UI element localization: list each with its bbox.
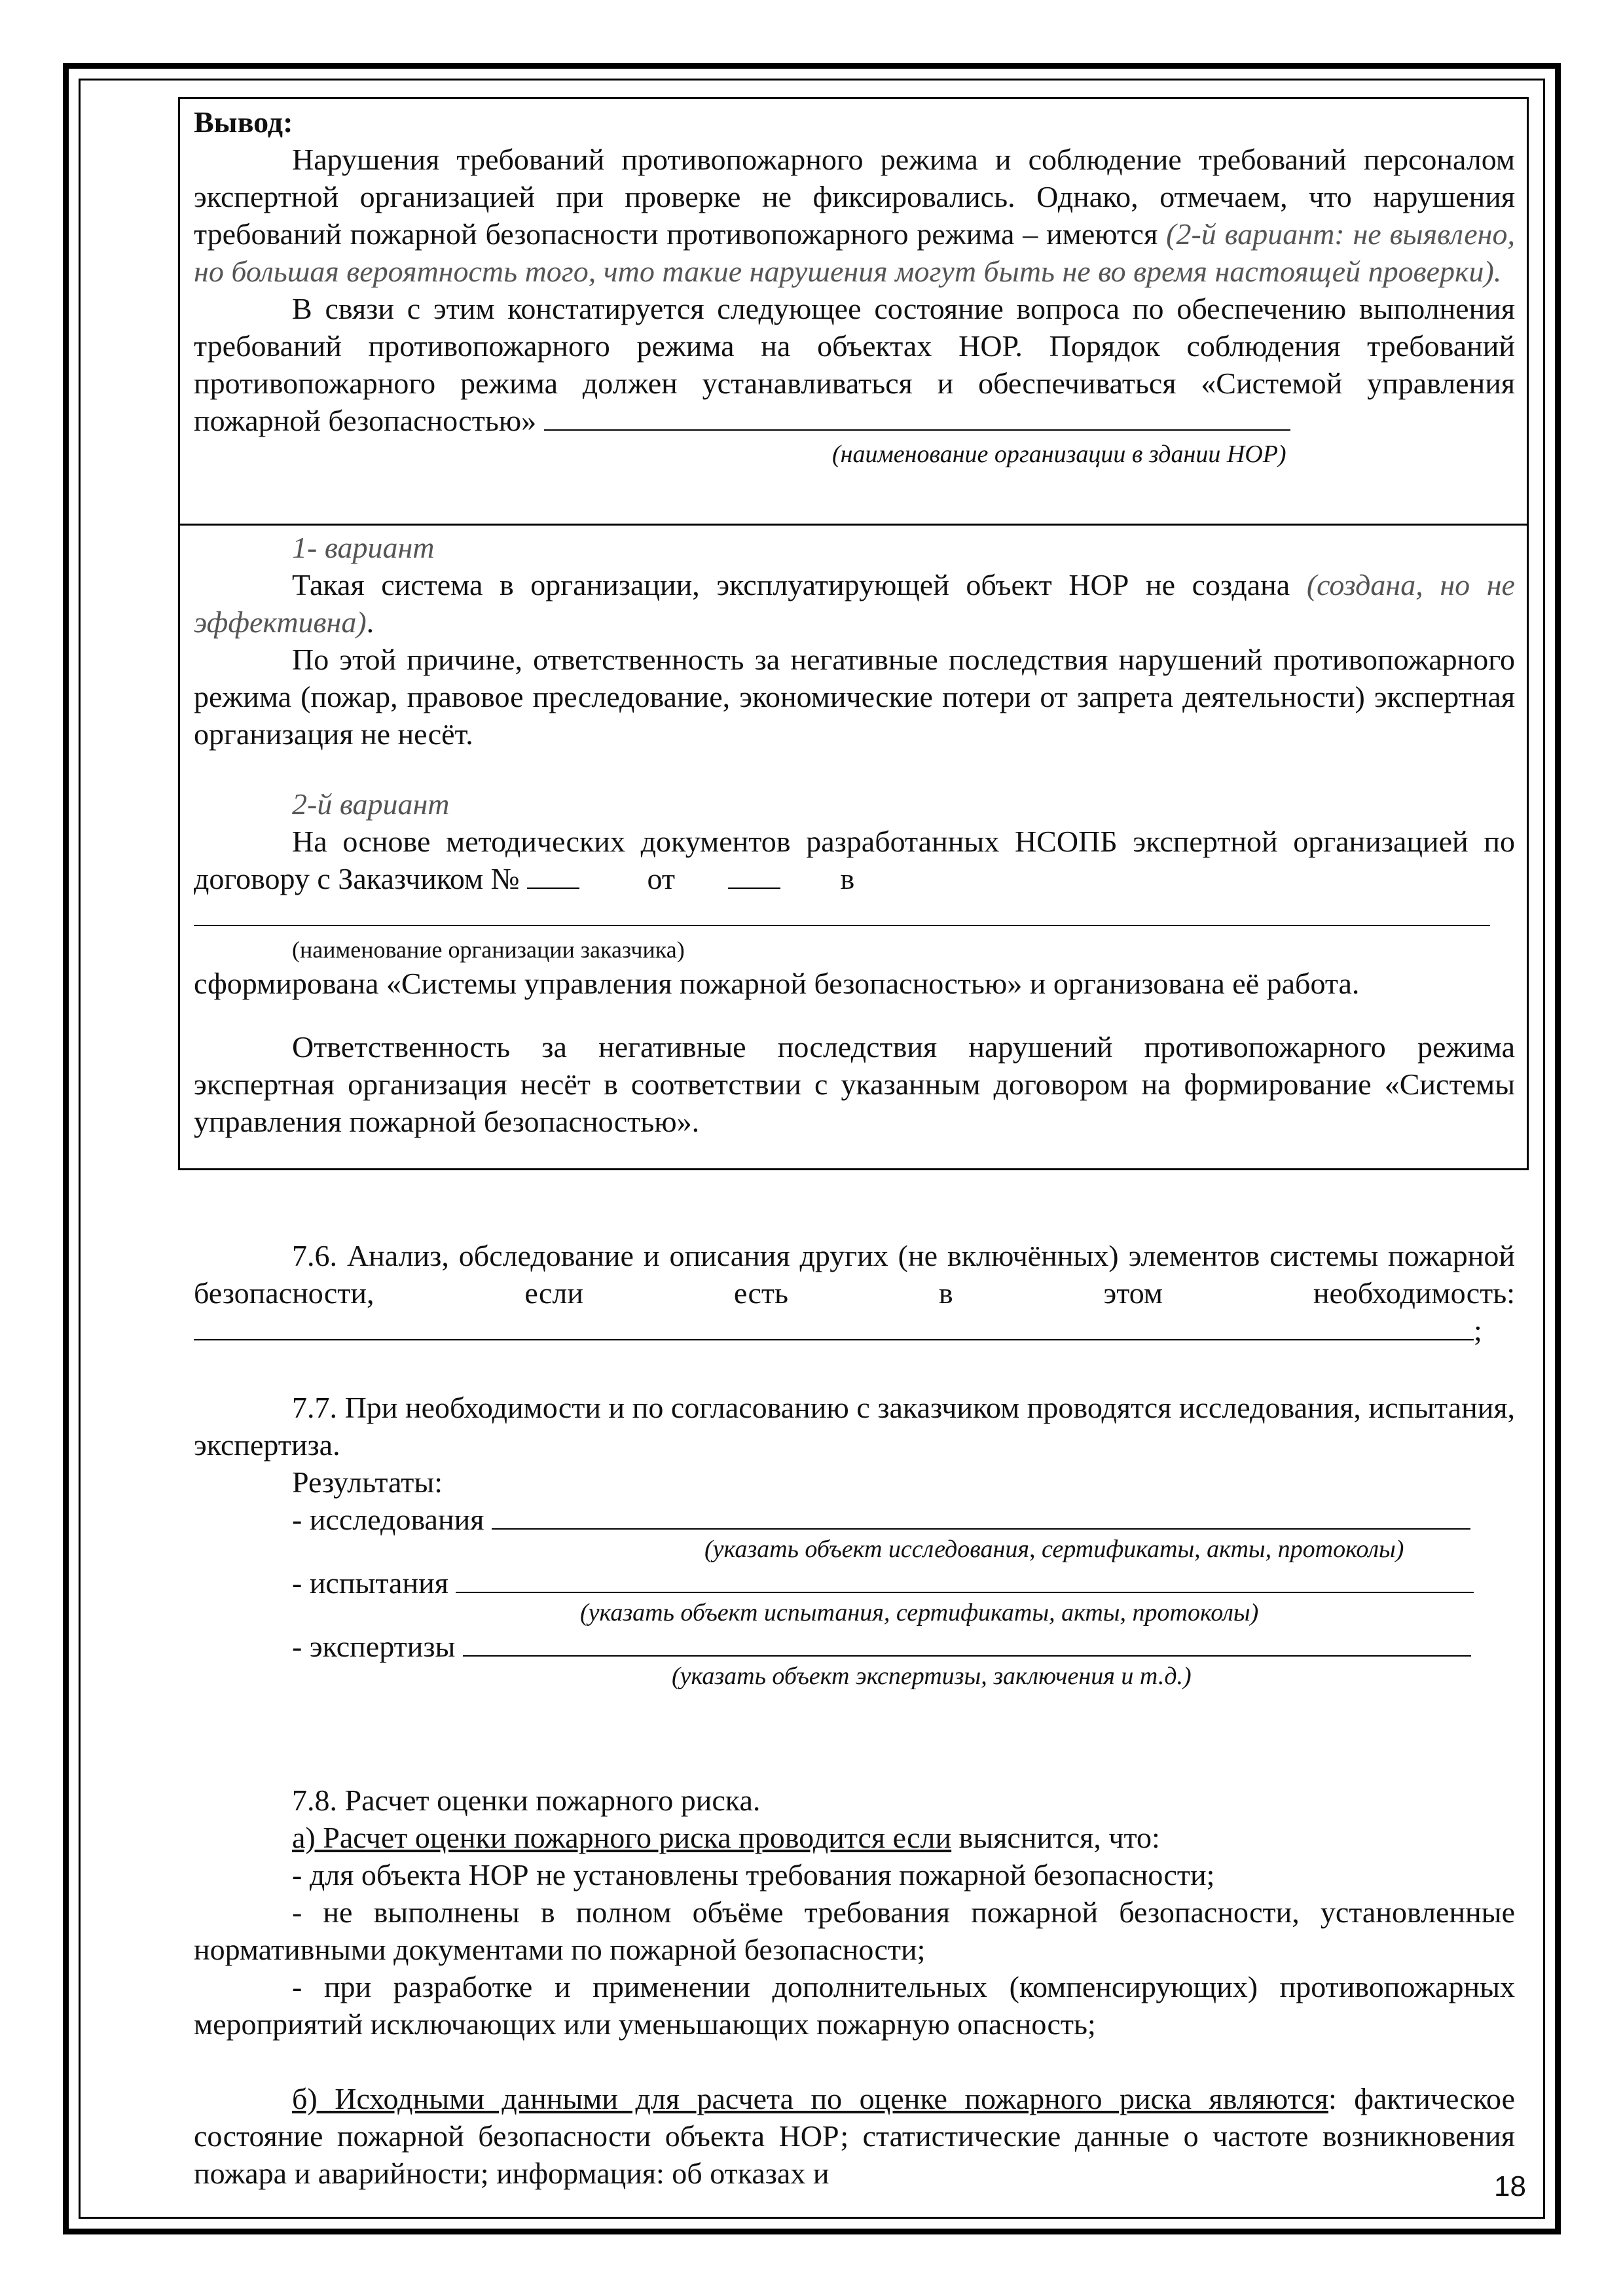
contract-date-blank xyxy=(728,861,780,889)
variant-1-paragraph-2: По этой причине, ответственность за негативные последствия нарушений противопожарного режима (пожар, правовое преследование, экономические потери от запрета деятельности) экспертная организация не несёт. xyxy=(194,643,1515,751)
page-number: 18 xyxy=(1494,2170,1526,2202)
results-label: Результаты: xyxy=(292,1465,443,1499)
section-7-8-a xyxy=(194,1819,1515,1856)
section-7-8-title: 7.8. Расчет оценки пожарного риска. xyxy=(292,1784,761,1817)
variant-2-title: 2-й вариант xyxy=(292,787,450,821)
section-7-8-b-underlined: б) Исходными данными для расчета по оценке пожарного риска являются xyxy=(292,2082,1328,2115)
variant-2-paragraph-1-end: сформирована «Системы управления пожарной безопасностью» и организована её работа. xyxy=(194,967,1360,1000)
section-7-8-a-rest: выяснится, что: xyxy=(951,1821,1160,1854)
tests-blank xyxy=(456,1566,1474,1593)
contract-from-label: от xyxy=(647,862,676,895)
variant-1-p1-text: Такая система в организации, эксплуатирующей объект НОР не создана xyxy=(292,568,1307,601)
research-caption: (указать объект исследования, сертификаты, акты, протоколы) xyxy=(704,1535,1404,1563)
conclusion-section xyxy=(194,103,1515,469)
conclusion-paragraph-2 xyxy=(194,290,1515,439)
section-7-6-line-row xyxy=(194,1312,1515,1349)
customer-caption: (наименование организации заказчика) xyxy=(292,937,685,963)
expertise-blank xyxy=(463,1629,1471,1657)
expertise-row xyxy=(194,1628,1515,1665)
section-7-6-blank xyxy=(194,1313,1474,1340)
conclusion-p1-italic: (2-й вариант: не выявлено, но большая вероятность того, что такие нарушения могут быть не во время настоящей проверки). xyxy=(194,217,1515,288)
section-7-7 xyxy=(194,1389,1515,1691)
tests-caption: (указать объект испытания, сертификаты, акты, протоколы) xyxy=(580,1599,1259,1626)
section-7-8 xyxy=(194,1782,1515,2192)
conclusion-p1-text: Нарушения требований противопожарного режима и соблюдение требований персоналом экспертной организацией при проверке не фиксировались. Однако, отмечаем, что нарушения требований пожарной безопасности противопожарного режима – имеются xyxy=(194,143,1515,251)
section-7-8-item-2: - не выполнены в полном объёме требования пожарной безопасности, установленные нормативными документами по пожарной безопасности; xyxy=(194,1895,1515,1966)
conclusion-caption: (наименование организации в здании НОР) xyxy=(832,440,1286,468)
tests-row xyxy=(194,1564,1515,1602)
variant-1-p1-end: . xyxy=(366,605,374,639)
variant-1-title: 1- вариант xyxy=(292,531,435,564)
section-7-6-end: ; xyxy=(1474,1314,1482,1347)
section-7-8-a-underlined: а) Расчет оценки пожарного риска проводится если xyxy=(292,1821,952,1854)
section-7-6 xyxy=(194,1237,1515,1349)
expertise-caption: (указать объект экспертизы, заключения и т.д.) xyxy=(672,1662,1192,1690)
research-label: - исследования xyxy=(292,1503,484,1536)
section-7-8-b xyxy=(194,2080,1515,2192)
section-7-7-text: 7.7. При необходимости и по согласованию с заказчиком проводятся исследования, испытания, экспертиза. xyxy=(194,1391,1515,1462)
conclusion-heading: Вывод: xyxy=(194,105,293,139)
variant-1-p1-italic: (создана, но не эффективна) xyxy=(194,568,1515,639)
section-7-8-item-3: - при разработке и применении дополнительных (компенсирующих) противопожарных мероприятий исключающих или уменьшающих пожарную опасность; xyxy=(194,1970,1515,2041)
contract-number-blank xyxy=(527,861,579,889)
variant-1-paragraph-1 xyxy=(194,566,1515,641)
variant-2-paragraph-2: Ответственность за негативные последствия нарушений противопожарного режима экспертная организация несёт в соответствии с указанным договором на формирование «Системы управления пожарной безопасностью». xyxy=(194,1030,1515,1138)
tests-label: - испытания xyxy=(292,1566,448,1600)
section-7-8-b-rest: : фактическое состояние пожарной безопасности объекта НОР; статистические данные о частоте возникновения пожара и аварийности; информация: об отказах и xyxy=(194,2082,1516,2190)
contract-in-label: в xyxy=(840,862,855,895)
variant-2-p1-text: На основе методических документов разработанных НСОПБ экспертной организацией по договору с Заказчиком № xyxy=(194,825,1515,895)
research-row xyxy=(194,1501,1515,1538)
section-7-8-item-1: - для объекта НОР не установлены требования пожарной безопасности; xyxy=(292,1858,1215,1892)
customer-name-blank xyxy=(194,899,1490,926)
variant-2-paragraph-1 xyxy=(194,823,1515,897)
variant-1-section xyxy=(194,529,1515,753)
customer-name-line-row xyxy=(194,897,1515,935)
conclusion-paragraph-1 xyxy=(194,141,1515,290)
expertise-label: - экспертизы xyxy=(292,1630,456,1663)
conclusion-p2-text: В связи с этим констатируется следующее состояние вопроса по обеспечению выполнения требований противопожарного режима на объектах НОР. Порядок соблюдения требований противопожарного режима должен устанавливаться и обеспечиваться «Системой управления пожарной безопасностью» xyxy=(194,292,1515,437)
variant-2-section xyxy=(194,785,1515,1140)
section-7-6-text: 7.6. Анализ, обследование и описания других (не включённых) элементов системы пожарной безопасности, если есть в этом необходимость: xyxy=(194,1239,1515,1310)
org-name-blank xyxy=(544,403,1290,431)
research-blank xyxy=(492,1502,1470,1530)
